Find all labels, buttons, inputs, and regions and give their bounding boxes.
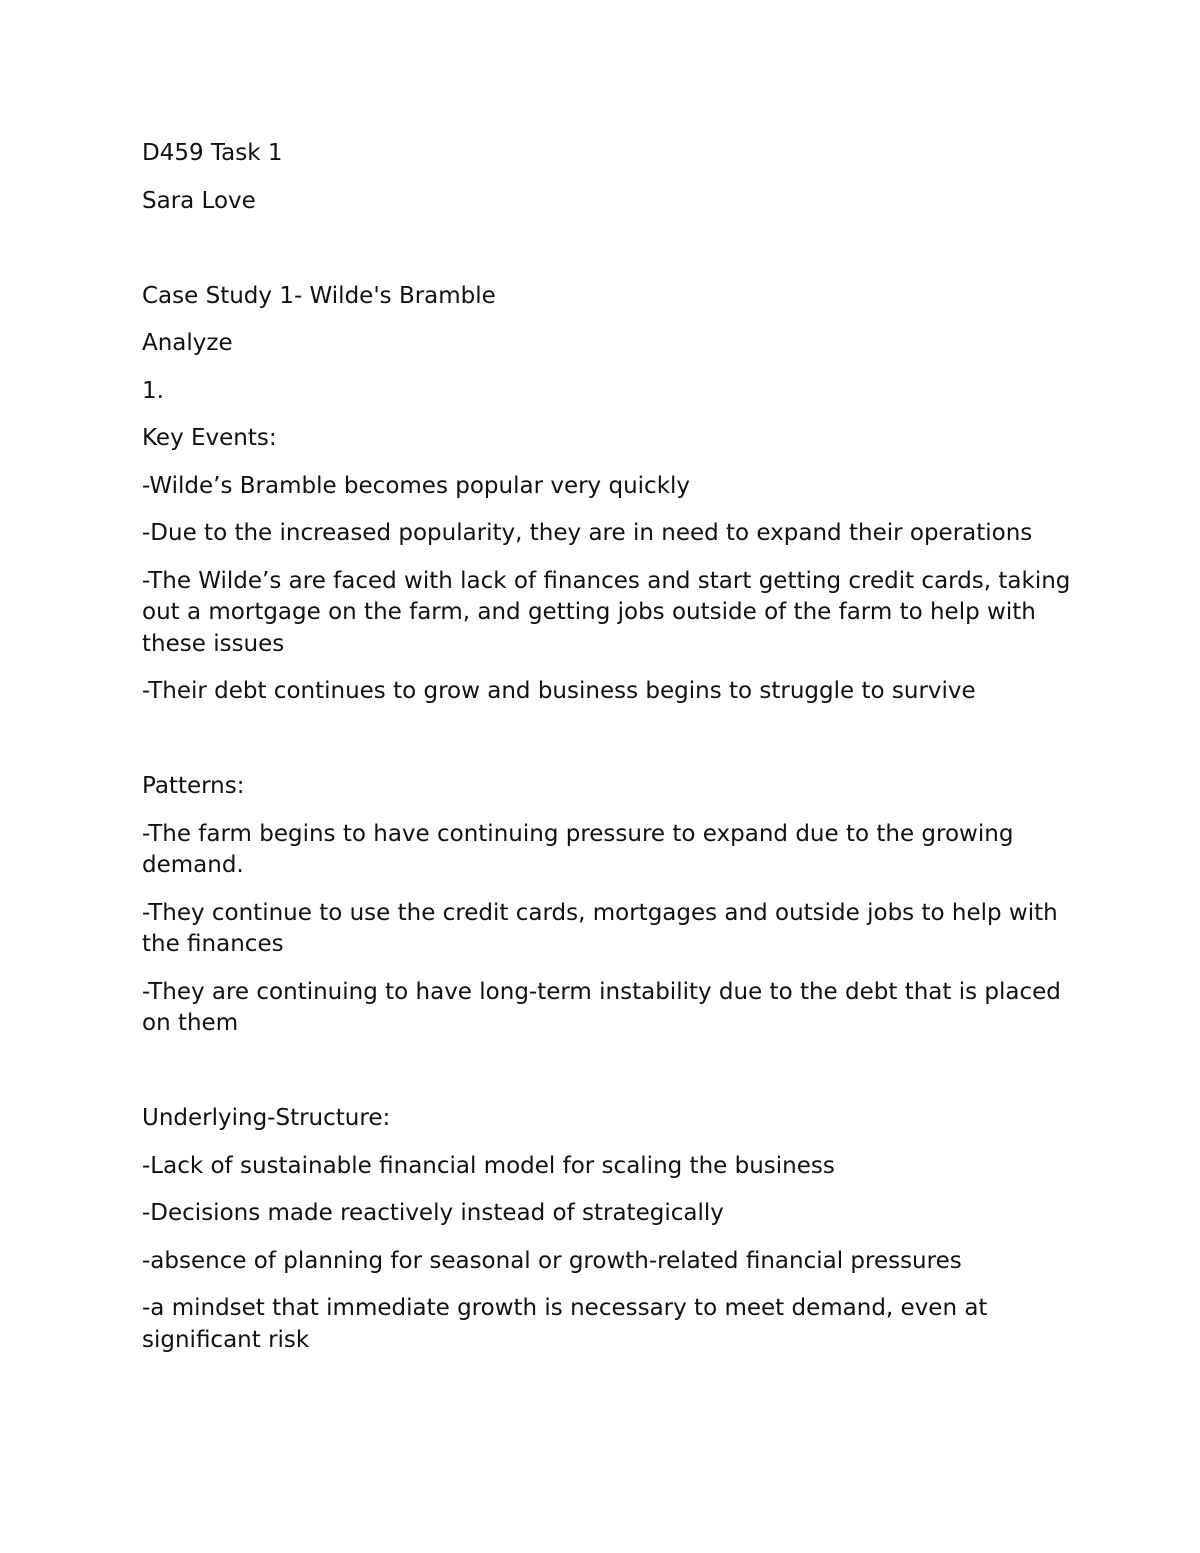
case-study-title: Case Study 1- Wilde's Bramble xyxy=(142,282,496,309)
pattern-item: -They continue to use the credit cards, mortgages and outside jobs to help with the finances xyxy=(142,899,1058,957)
underlying-structure-item: -absence of planning for seasonal or growth-related financial pressures xyxy=(142,1247,962,1274)
key-event-item: -Their debt continues to grow and business begins to struggle to survive xyxy=(142,678,976,704)
pattern-item: -They are continuing to have long-term instability due to the debt that is placed on them xyxy=(142,978,1061,1036)
patterns-heading: Patterns: xyxy=(142,773,245,799)
key-event-item: -The Wilde’s are faced with lack of finances and start getting credit cards, taking out a mortgage on the farm, and getting jobs outside of the farm to help with these issues xyxy=(142,567,1071,657)
underlying-structure-item: -Lack of sustainable financial model for scaling the business xyxy=(142,1152,835,1179)
author-name: Sara Love xyxy=(142,187,256,214)
blank-line xyxy=(142,1056,1072,1088)
key-event-item: -Wilde’s Bramble becomes popular very quickly xyxy=(142,472,691,499)
course-task-line: D459 Task 1 xyxy=(142,140,283,166)
blank-line xyxy=(142,233,1072,265)
question-number: 1. xyxy=(142,377,164,404)
section-title: Analyze xyxy=(142,330,233,356)
document-body xyxy=(142,138,1072,1372)
underlying-structure-item: -a mindset that immediate growth is necessary to meet demand, even at significant risk xyxy=(142,1295,988,1353)
blank-line xyxy=(142,724,1072,756)
underlying-structure-heading: Underlying-Structure: xyxy=(142,1105,391,1131)
underlying-structure-item: -Decisions made reactively instead of strategically xyxy=(142,1200,724,1226)
pattern-item: -The farm begins to have continuing pressure to expand due to the growing demand. xyxy=(142,820,1014,878)
key-event-item: -Due to the increased popularity, they are in need to expand their operations xyxy=(142,520,1033,546)
key-events-heading: Key Events: xyxy=(142,425,277,451)
